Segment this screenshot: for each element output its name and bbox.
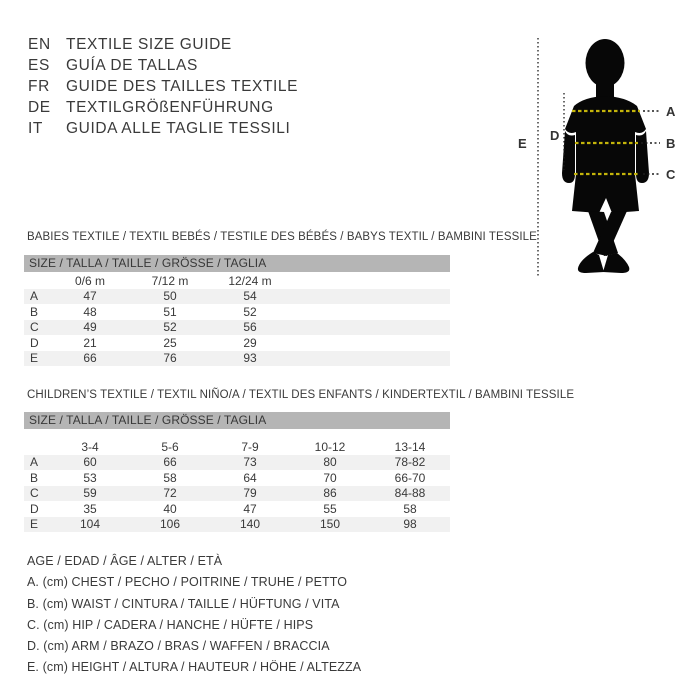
column-header: 0/6 m <box>74 273 105 288</box>
children-size-table <box>24 439 450 532</box>
measure-label-a: A <box>666 104 676 119</box>
table-cell: 54 <box>243 289 257 304</box>
table-cell: 40 <box>163 501 177 516</box>
table-cell: 60 <box>83 455 97 470</box>
table-row <box>24 501 450 517</box>
table-row <box>24 470 450 486</box>
table-cell: 25 <box>163 335 177 350</box>
table-cell: 48 <box>83 304 97 319</box>
measure-label-c: C <box>666 167 676 182</box>
row-label: A <box>30 289 39 304</box>
table-row <box>24 289 450 305</box>
table-cell: 86 <box>323 486 337 501</box>
table-cell: 51 <box>163 304 177 319</box>
measure-label-d: D <box>550 128 560 143</box>
babies-size-table <box>24 273 450 366</box>
column-header-row <box>24 439 450 455</box>
table-cell: 64 <box>243 470 257 485</box>
row-label: D <box>30 501 39 516</box>
table-cell: 140 <box>239 517 261 532</box>
row-label: C <box>30 320 39 335</box>
column-header: 13-14 <box>394 439 426 454</box>
table-cell: 66 <box>83 351 97 366</box>
table-cell: 49 <box>83 320 97 335</box>
table-cell: 35 <box>83 501 97 516</box>
table-cell: 78-82 <box>394 455 426 470</box>
table-row <box>24 320 450 336</box>
table-cell: 52 <box>243 304 257 319</box>
table-cell: 150 <box>319 517 341 532</box>
table-cell: 72 <box>163 486 177 501</box>
measure-label-b: B <box>666 136 676 151</box>
legend-line-hip: C. (cm) HIP / CADERA / HANCHE / HÜFTE / HIPS <box>27 617 314 632</box>
table-cell: 47 <box>83 289 97 304</box>
lang-code: DE <box>28 98 51 116</box>
guide-title: GUIDE DES TAILLES TEXTILE <box>66 77 299 95</box>
guide-title: GUIDA ALLE TAGLIE TESSILI <box>66 119 291 137</box>
lang-code: FR <box>28 77 50 95</box>
lang-row-en <box>28 34 298 55</box>
column-header: 5-6 <box>161 439 179 454</box>
lang-code: IT <box>28 119 43 137</box>
table-cell: 98 <box>403 517 417 532</box>
column-header: 3-4 <box>81 439 99 454</box>
lang-code: ES <box>28 56 50 74</box>
lang-code: EN <box>28 35 51 53</box>
table-cell: 53 <box>83 470 97 485</box>
table-cell: 21 <box>83 335 97 350</box>
table-cell: 47 <box>243 501 257 516</box>
legend-line-arm: D. (cm) ARM / BRAZO / BRAS / WAFFEN / BRACCIA <box>27 639 330 654</box>
table-cell: 56 <box>243 320 257 335</box>
language-title-list <box>28 34 298 139</box>
table-cell: 52 <box>163 320 177 335</box>
column-header-row <box>24 273 450 289</box>
guide-title: GUÍA DE TALLAS <box>66 56 198 74</box>
row-label: D <box>30 335 39 350</box>
children-size-header-bar: SIZE / TALLA / TAILLE / GRÖSSE / TAGLIA <box>24 412 450 429</box>
child-silhouette-figure <box>500 25 700 283</box>
table-cell: 76 <box>163 351 177 366</box>
table-cell: 55 <box>323 501 337 516</box>
table-cell: 50 <box>163 289 177 304</box>
table-cell: 58 <box>163 470 177 485</box>
legend-line-waist: B. (cm) WAIST / CINTURA / TAILLE / HÜFTUNG / VITA <box>27 596 340 611</box>
children-section-title: CHILDREN’S TEXTILE / TEXTIL NIÑO/A / TEXTIL DES ENFANTS / KINDERTEXTIL / BAMBINI TESSILE <box>27 389 575 401</box>
lang-row-fr <box>28 76 298 97</box>
row-label: E <box>30 351 39 366</box>
row-label: C <box>30 486 39 501</box>
table-cell: 29 <box>243 335 257 350</box>
table-cell: 104 <box>79 517 101 532</box>
legend-line-age: AGE / EDAD / ÂGE / ALTER / ETÀ <box>27 554 223 568</box>
column-header: 12/24 m <box>228 273 272 288</box>
table-cell: 66-70 <box>394 470 426 485</box>
column-header: 7/12 m <box>151 273 189 288</box>
table-cell: 106 <box>159 517 181 532</box>
table-cell: 73 <box>243 455 257 470</box>
table-cell: 93 <box>243 351 257 366</box>
legend-line-chest: A. (cm) CHEST / PECHO / POITRINE / TRUHE / PETTO <box>27 575 348 590</box>
guide-title: TEXTILE SIZE GUIDE <box>66 35 232 53</box>
table-cell: 70 <box>323 470 337 485</box>
lang-row-de <box>28 97 298 118</box>
table-cell: 66 <box>163 455 177 470</box>
table-cell: 80 <box>323 455 337 470</box>
guide-title: TEXTILGRÖßENFÜHRUNG <box>66 98 274 116</box>
row-label: B <box>30 470 39 485</box>
table-row <box>24 455 450 471</box>
table-row <box>24 351 450 367</box>
column-header: 7-9 <box>241 439 259 454</box>
table-cell: 84-88 <box>394 486 426 501</box>
table-row <box>24 486 450 502</box>
measure-label-e: E <box>518 136 527 151</box>
lang-row-es <box>28 55 298 76</box>
row-label: B <box>30 304 39 319</box>
table-row <box>24 517 450 533</box>
table-cell: 79 <box>243 486 257 501</box>
child-silhouette <box>562 39 649 273</box>
column-header: 10-12 <box>314 439 346 454</box>
babies-size-header-bar: SIZE / TALLA / TAILLE / GRÖSSE / TAGLIA <box>24 255 450 272</box>
lang-row-it <box>28 118 298 139</box>
row-label: E <box>30 517 39 532</box>
table-cell: 58 <box>403 501 417 516</box>
babies-section-title: BABIES TEXTILE / TEXTIL BEBÉS / TESTILE DES BÉBÉS / BABYS TEXTIL / BAMBINI TESSILE <box>27 231 537 243</box>
legend-line-height: E. (cm) HEIGHT / ALTURA / HAUTEUR / HÖHE / ALTEZZA <box>27 660 362 675</box>
table-row <box>24 304 450 320</box>
table-row <box>24 335 450 351</box>
row-label: A <box>30 455 39 470</box>
table-cell: 59 <box>83 486 97 501</box>
measurement-legend <box>27 551 361 679</box>
